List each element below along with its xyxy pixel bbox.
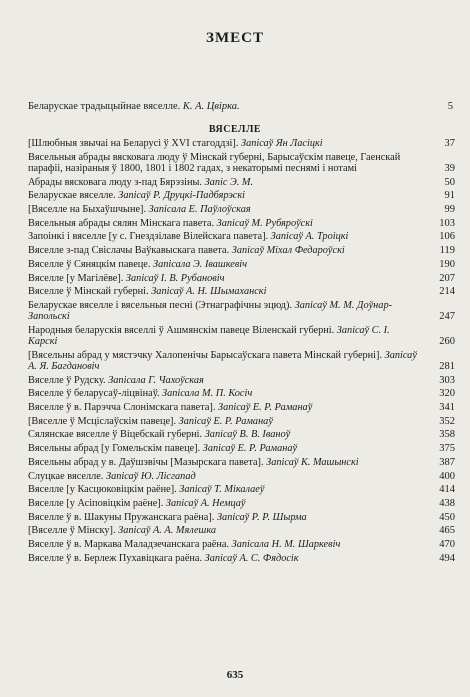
entry-page: 470 [439,539,455,551]
entry-title: Абрады вясковага люду з-пад Бярэзіны. [28,176,202,188]
entry-author: Запісаў Е. Р. Раманаў [202,443,298,455]
entry-text [28,204,418,215]
toc-entry [28,138,455,149]
toc-entry [28,245,455,256]
entry-text [28,498,418,509]
entry-title: Вяселле ў в. Маркава Маладзечанскага раёна. [28,539,230,551]
entry-author: Запісаў А. Немцаў [165,497,246,509]
entry-title: Беларускае вяселле. [28,190,116,202]
toc-entry [28,429,455,440]
entry-author: Запісаў Р. Друцкі-Падбярэскі [118,190,246,202]
entry-page: 320 [439,388,455,400]
entry-title: Вясельныя абрады вясковага люду ў Мінскай губерні, Барысаўскім павеце, Гаенскай парафіі, назіраныя ў 1800, 1801 і 1802 гадах, з некаторымі песнямі і нотамі [28,151,401,174]
entry-author: Запісаў А. Троіцкі [270,231,349,243]
entry-title: [Вяселле ў Мсціслаўскім павеце]. [28,415,177,427]
entry-author: Запісаў Ян Ласіцкі [240,138,323,149]
entry-text [28,300,418,322]
entry-author: Запісаў В. В. Іваноў [204,429,291,441]
entry-title: Слуцкае вяселле. [28,470,104,482]
entry-title: Вяселле з-пад Свіслачы Ваўкавыскага павета. [28,245,230,257]
entry-author: Запісаў Е. Р. Раманаў [217,402,313,414]
entry-page: 281 [439,360,455,372]
entry-page: 465 [439,525,455,537]
entry-text [28,402,418,413]
entry-author: Запісаў Ю. Лісгапад [105,470,196,482]
entry-title: [Вяселле на Быхаўшчыне]. [28,204,147,216]
entry-text [28,512,418,523]
entry-text [28,375,418,386]
entry-title: Вяселле ў в. Берлеж Пухавіцкага раёна. [28,552,203,564]
entry-title: [Вяселле ў Мінску]. [28,525,116,537]
entry-text [28,429,418,440]
entry-author: Запісала Е. Паўлоўская [148,204,251,216]
entry-page: 387 [439,456,455,468]
entry-title: Вяселле [у Касцюковіцкім раёне]. [28,484,177,496]
toc-entry [28,553,455,564]
toc-entry [28,443,455,454]
entry-text [28,152,418,174]
entry-page: 375 [439,443,455,455]
entry-title: Вясельныя абрады сялян Мінскага павета. [28,217,215,229]
entry-page: 303 [439,374,455,386]
entry-page: 39 [444,162,455,174]
entry-page: 450 [439,511,455,523]
entry-page: 438 [439,497,455,509]
entry-page: 341 [439,402,455,414]
entry-page: 247 [439,311,455,323]
entry-page: 214 [439,286,455,298]
entry-author: Запісаў Е. Р. Раманаў [178,415,273,427]
entry-page: 414 [439,484,455,496]
entry-text [28,416,418,427]
entry-author: Запісаў Міхал Федароўскі [231,245,345,257]
toc-entry [28,300,455,322]
entry-author: Запісала Н. М. Шаркевіч [231,539,341,551]
toc-entry [28,402,455,413]
entry-author: Запісаў Т. Мікалаеў [179,484,265,496]
toc-entry [28,325,455,347]
toc-entry [28,177,455,188]
toc-entry [28,231,455,242]
entry-text [28,325,418,347]
entry-text [28,443,418,454]
toc-entry [28,286,455,297]
entry-page: 400 [439,470,455,482]
entry-text [28,190,418,201]
entry-text [28,388,418,399]
entry-text [28,218,418,229]
entry-title: Беларускае вяселле і вясельныя песні (Этнаграфічны эцюд). [28,299,293,311]
entry-page: 119 [439,245,455,257]
page-number: 635 [226,669,244,681]
entry-page: 5 [447,101,453,112]
entry-author: Запісаў Р. Р. Шырма [216,511,307,523]
entry-author: Запісаў А. С. Фядосік [204,552,299,564]
toc-entry [28,498,455,509]
entry-title: Вяселле ў в. Шакуны Пружанскага раёна]. [28,511,215,523]
entry-title: Вяселле ў Рудску. [28,374,106,386]
toc-entry [28,416,455,427]
entry-text [28,457,418,468]
entry-page: 91 [444,190,455,202]
toc-entry [28,457,455,468]
toc-entry [28,152,455,174]
entry-author: Запіс Э. М. [204,176,254,188]
entry-text [28,231,418,242]
entry-title: Вяселле ў беларусаў-ліцвінаў. [28,388,160,400]
page-title: ЗМЕСТ [206,30,264,46]
entry-text [28,484,418,495]
entry-title: Народныя беларускія вяселлі ў Ашмянскім павеце Віленскай губерні. [28,324,335,336]
entry-text [28,539,418,550]
entry-author: Запісаў А. А. Мялешка [118,525,217,537]
toc-entry [28,539,455,550]
entry-page: 50 [444,176,455,188]
entry-text [28,138,418,149]
entry-author: Запісаў С. І. Карскі [28,324,390,348]
toc-entry [28,350,455,372]
entry-author: Запісаў І. В. Рубановіч [125,272,225,284]
entry-text [28,286,418,297]
entry-text [28,350,418,372]
toc-entry [28,259,455,270]
entry-author: Запісаў К. Машынскі [266,456,359,468]
toc-entry [28,375,455,386]
entry-title: Беларускае традыцыйнае вяселле. [28,101,181,112]
entry-page: 37 [444,138,455,149]
entry-author: Запісала Э. Івашкевіч [153,258,248,270]
entry-text [28,245,418,256]
entry-author: К. А. Цвірка. [182,101,240,112]
toc-entry [28,218,455,229]
entry-author: Запісаў А. Я. Багдановіч [28,349,417,372]
entry-author: Запісаў А. Н. Шымаханскі [151,286,267,298]
toc-entry [28,471,455,482]
toc-entry [28,204,455,215]
entry-title: Сялянскае вяселле ў Віцебскай губерні. [28,429,203,441]
entry-title: Вяселле ў Сяняцкім павеце. [28,258,151,270]
section-heading: ВЯСЕЛЛЕ [208,124,262,135]
entry-text [28,177,418,188]
entry-title: [Вясельны абрад у мястэчку Халопенічы Барысаўскага павета Мінскай губерні]. [28,349,383,361]
entry-title: [Шлюбныя звычаі на Беларусі ў XVI стагоддзі]. [28,138,239,149]
entry-title: Вяселле [у Магілёве]. [28,272,124,284]
entry-title: Вясельны абрад у в. Даўшэвічы [Мазырскага павета]. [28,456,264,468]
toc-entry [28,484,455,495]
entry-page: 352 [439,415,455,427]
entry-text [28,259,418,270]
entry-page: 207 [439,272,455,284]
entry-text [28,525,418,536]
toc-entry [28,190,455,201]
entry-text [28,273,418,284]
lead-entry [28,100,453,113]
entry-title: Запоінкі і вяселле [у с. Гнездзілаве Вілейскага павета]. [28,231,269,243]
entry-page: 494 [439,552,455,564]
entry-author: Запісаў М. Рубяроўскі [216,217,313,229]
entry-title: Вяселле ў Мінскай губерні. [28,286,149,298]
entry-author: Запісала Г. Чахоўская [108,374,204,386]
entry-author: Запісаў М. М. Доўнар-Запольскі [28,299,393,323]
entry-page: 106 [439,231,455,243]
entry-author: Запісала М. П. Косіч [161,388,253,400]
entry-title: Вяселле ў в. Парэчча Слонімскага павета]. [28,402,216,414]
toc-entry [28,388,455,399]
entry-page: 260 [439,336,455,348]
toc-list [28,138,455,567]
entry-page: 99 [444,204,455,216]
entry-page: 103 [439,217,455,229]
entry-text [28,471,418,482]
entry-title: Вясельны абрад [у Гомельскім павеце]. [28,443,201,455]
entry-page: 358 [439,429,455,441]
toc-entry [28,273,455,284]
entry-page: 190 [439,258,455,270]
toc-entry [28,512,455,523]
entry-text [28,553,418,564]
entry-title: Вяселле [у Асіповіцкім раёне]. [28,497,164,509]
toc-entry [28,525,455,536]
